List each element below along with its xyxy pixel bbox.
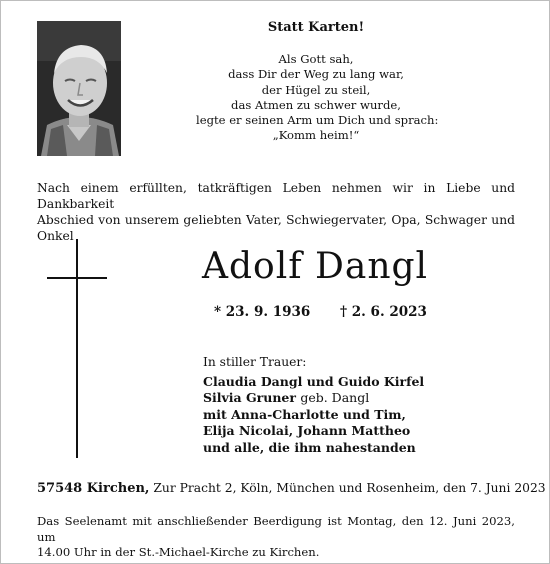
statt-karten-heading: Statt Karten! (267, 20, 365, 35)
place-date-line (37, 481, 546, 496)
mourners-lead: In stiller Trauer: (203, 355, 307, 369)
intro-paragraph (37, 180, 515, 244)
intro-line: Nach einem erfüllten, tatkräftigen Leben nehmen wir in Liebe und Dankbarkeit (37, 181, 515, 211)
intro-line: Onkel (37, 229, 74, 243)
mourner-name: Silvia Gruner (203, 390, 296, 406)
funeral-notice (37, 514, 515, 561)
mourner-line: Elija Nicolai, Johann Mattheo (203, 423, 411, 439)
mourner-line: Claudia Dangl und Guido Kirfel (203, 374, 425, 389)
cross-icon-bar (47, 277, 107, 279)
mourner-line: mit Anna-Charlotte und Tim, (203, 406, 406, 422)
cross-icon (76, 239, 78, 458)
poem-line: das Atmen zu schwer wurde, (231, 97, 401, 112)
poem-line: Als Gott sah, (278, 52, 354, 66)
death-date: † 2. 6. 2023 (340, 304, 427, 320)
poem-line: „Komm heim!“ (272, 128, 360, 143)
place-address: Zur Pracht 2, Köln, München und Rosenheim, den 7. Juni 2023 (153, 481, 546, 495)
mourners-block (203, 354, 443, 456)
mourner-line: und alle, die ihm nahestanden (203, 439, 416, 455)
deceased-name: Adolf Dangl (202, 246, 429, 287)
intro-line: Abschied von unserem geliebten Vater, Schwiegervater, Opa, Schwager und (37, 213, 515, 227)
birth-date: * 23. 9. 1936 (214, 304, 311, 320)
place-town: 57548 Kirchen, (37, 481, 150, 496)
mourner-maiden-name: geb. Dangl (300, 390, 370, 406)
portrait-photo (37, 21, 121, 156)
poem-line: der Hügel zu steil, (261, 82, 371, 97)
mourner-line (203, 390, 443, 406)
poem-line: dass Dir der Weg zu lang war, (228, 67, 404, 82)
poem-line: legte er seinen Arm um Dich und sprach: (196, 113, 439, 128)
notice-line: Das Seelenamt mit anschließender Beerdigung ist Montag, den 12. Juni 2023, um (37, 514, 515, 544)
poem-block (196, 20, 439, 144)
notice-line: 14.00 Uhr in der St.-Michael-Kirche zu Kirchen. (37, 545, 320, 559)
